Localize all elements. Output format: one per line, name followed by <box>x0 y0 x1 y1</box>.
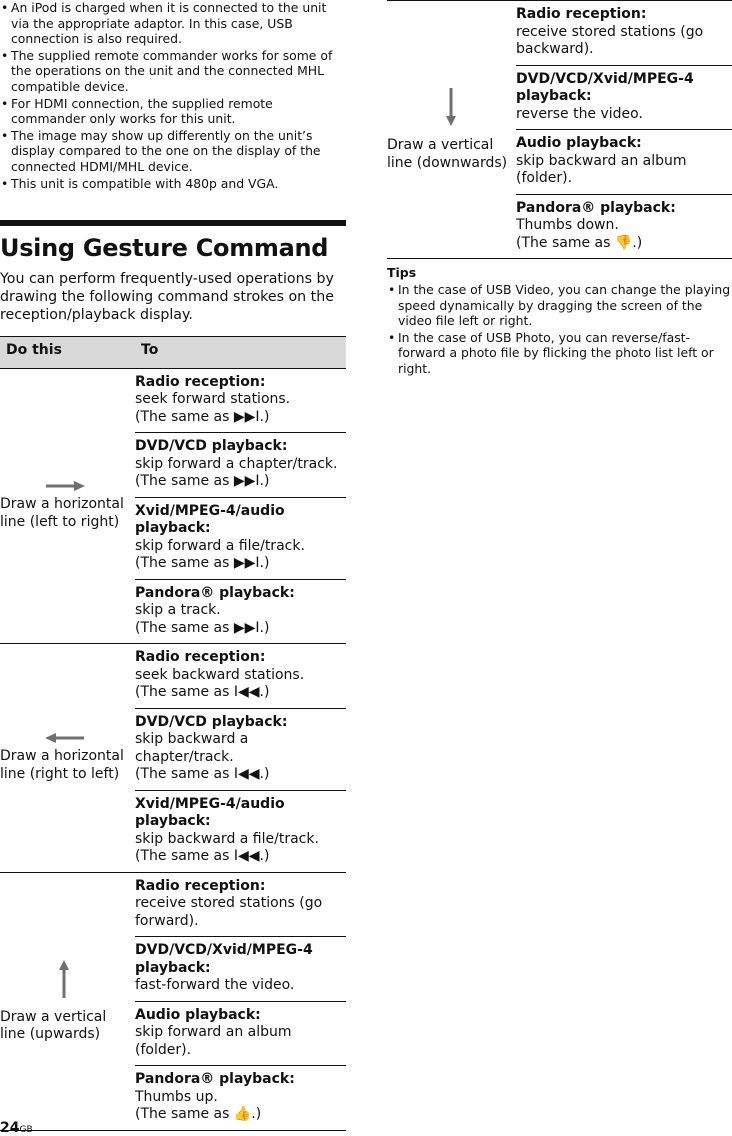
tip-item-text: In the case of USB Video, you can change the playing speed dynamically by dragging the screen of the video file left or right. <box>398 282 731 329</box>
result-heading: Radio reception: <box>516 6 647 22</box>
result-cell <box>135 708 346 790</box>
note-item <box>0 96 346 127</box>
result-heading: Xvid/MPEG-4/audio playback: <box>135 502 285 537</box>
result-line: fast-forward the video. <box>135 977 295 994</box>
tips-title: Tips <box>387 265 417 280</box>
tips-list <box>387 282 732 377</box>
result-heading: Radio reception: <box>135 649 266 666</box>
result-line: receive stored stations (go forward). <box>135 895 323 929</box>
gesture-table-continued <box>387 0 732 259</box>
gesture-cell-content <box>387 87 516 172</box>
result-cell <box>135 872 346 937</box>
result-line: skip backward a file/track. <box>135 830 319 847</box>
left-column <box>0 0 346 1131</box>
result-cell <box>135 497 346 579</box>
arrow-up-icon <box>58 959 70 999</box>
gesture-cell-content <box>0 959 135 1044</box>
result-cell <box>135 368 346 433</box>
gesture-arrow <box>58 959 70 999</box>
result-cell <box>135 1066 346 1131</box>
gesture-label: Draw a horizontal line (right to left) <box>0 748 124 782</box>
gesture-arrow <box>44 480 86 492</box>
note-item <box>0 48 346 95</box>
bullet-icon: • <box>1 127 9 143</box>
tip-item-text: In the case of USB Photo, you can reverse/fast-forward a photo file by flicking the photo list left or right. <box>398 329 714 376</box>
notes-list <box>0 0 346 191</box>
result-heading: DVD/VCD playback: <box>135 438 288 455</box>
gesture-table <box>0 336 346 1131</box>
bullet-icon: • <box>1 0 9 15</box>
page-number-value: 24 <box>0 1120 20 1136</box>
result-heading: DVD/VCD playback: <box>135 713 288 730</box>
result-line: (The same as ▶▶I.) <box>135 555 270 572</box>
result-cell <box>135 1001 346 1066</box>
table-row <box>387 1 732 66</box>
result-heading: Pandora® playback: <box>135 584 295 601</box>
bullet-icon: • <box>1 95 9 111</box>
note-item <box>0 176 346 192</box>
result-line: Thumbs down. <box>516 217 619 233</box>
result-line: (The same as ▶▶I.) <box>135 473 270 490</box>
result-line: reverse the video. <box>516 105 643 122</box>
tip-item <box>387 330 732 377</box>
section-title: Using Gesture Command <box>0 234 329 263</box>
table-row <box>0 368 346 433</box>
result-cell <box>516 65 732 130</box>
result-cell <box>516 1 732 66</box>
bullet-icon: • <box>1 47 9 63</box>
gesture-label: Draw a horizontal line (left to right) <box>0 496 124 530</box>
gesture-cell <box>0 368 135 644</box>
bullet-icon: • <box>388 282 396 297</box>
intro-text: You can perform frequently-used operations by drawing the following command strokes on the reception/playback display. <box>0 271 334 324</box>
note-item-text: An iPod is charged when it is connected to the unit via the appropriate adaptor. In this case, USB connection is also required. <box>11 0 327 47</box>
note-item-text: This unit is compatible with 480p and VGA. <box>11 175 279 191</box>
note-item-text: For HDMI connection, the supplied remote commander only works for this unit. <box>11 95 273 127</box>
gesture-cell <box>0 644 135 873</box>
result-line: (The same as I◀◀.) <box>135 766 270 783</box>
gesture-arrow <box>44 732 86 744</box>
result-cell <box>135 790 346 872</box>
arrow-right-icon <box>44 480 86 492</box>
gesture-arrow <box>445 87 457 127</box>
note-item-text: The supplied remote commander works for some of the operations on the unit and the connected MHL compatible device. <box>11 47 333 94</box>
result-heading: Pandora® playback: <box>135 1071 295 1088</box>
page-number-suffix: GB <box>19 1125 33 1135</box>
result-line: (The same as ▶▶I.) <box>135 619 270 636</box>
result-heading: Radio reception: <box>135 877 266 894</box>
gesture-cell-content <box>0 732 135 783</box>
result-line: Thumbs up. <box>135 1088 218 1105</box>
result-cell <box>135 937 346 1002</box>
gesture-label: Draw a vertical line (upwards) <box>0 1008 107 1043</box>
note-item-text: The image may show up differently on the unit’s display compared to the one on the display of the connected HDMI/MHL device. <box>11 127 321 174</box>
bullet-icon: • <box>388 329 396 345</box>
result-heading: DVD/VCD/Xvid/MPEG-4 playback: <box>516 70 694 104</box>
page-number <box>0 1120 33 1136</box>
result-line: (The same as I◀◀.) <box>135 684 270 701</box>
result-cell <box>516 130 732 195</box>
table-header-row <box>0 337 346 369</box>
result-line: (The same as 👎.) <box>516 234 643 251</box>
result-line: skip forward an album (folder). <box>135 1024 292 1058</box>
result-line: (The same as 👍.) <box>135 1106 262 1123</box>
result-heading: DVD/VCD/Xvid/MPEG-4 playback: <box>135 942 313 976</box>
result-line: skip a track. <box>135 602 221 619</box>
result-cell <box>135 579 346 644</box>
table-row <box>0 872 346 937</box>
result-line: receive stored stations (go backward). <box>516 23 704 57</box>
result-line: skip backward an album (folder). <box>516 152 687 186</box>
result-line: seek forward stations. <box>135 391 291 408</box>
gesture-cell-content <box>0 480 135 531</box>
result-line: (The same as I◀◀.) <box>135 848 270 865</box>
result-heading: Audio playback: <box>516 135 642 151</box>
result-line: (The same as ▶▶I.) <box>135 408 270 425</box>
bullet-icon: • <box>1 175 9 191</box>
result-line: skip forward a file/track. <box>135 537 305 554</box>
note-item <box>0 128 346 175</box>
gesture-label: Draw a vertical line (downwards) <box>387 137 508 171</box>
result-line: skip forward a chapter/track. <box>135 455 338 472</box>
arrow-down-icon <box>445 87 457 127</box>
gesture-cell <box>387 1 516 259</box>
gesture-cell <box>0 872 135 1130</box>
result-heading: Pandora® playback: <box>516 199 676 216</box>
result-line: skip backward a chapter/track. <box>135 731 249 765</box>
result-line: seek backward stations. <box>135 666 305 683</box>
table-row <box>0 644 346 709</box>
result-cell <box>135 433 346 498</box>
result-heading: Audio playback: <box>135 1006 261 1023</box>
arrow-left-icon <box>44 732 86 744</box>
result-heading: Radio reception: <box>135 373 266 390</box>
result-heading: Xvid/MPEG-4/audio playback: <box>135 795 285 830</box>
result-cell <box>135 644 346 709</box>
result-cell <box>516 194 732 259</box>
right-column <box>387 0 732 378</box>
section-rule <box>0 220 346 226</box>
note-item <box>0 0 346 47</box>
column-header-to: To <box>135 337 346 369</box>
tip-item <box>387 282 732 329</box>
column-header-do: Do this <box>0 337 135 369</box>
